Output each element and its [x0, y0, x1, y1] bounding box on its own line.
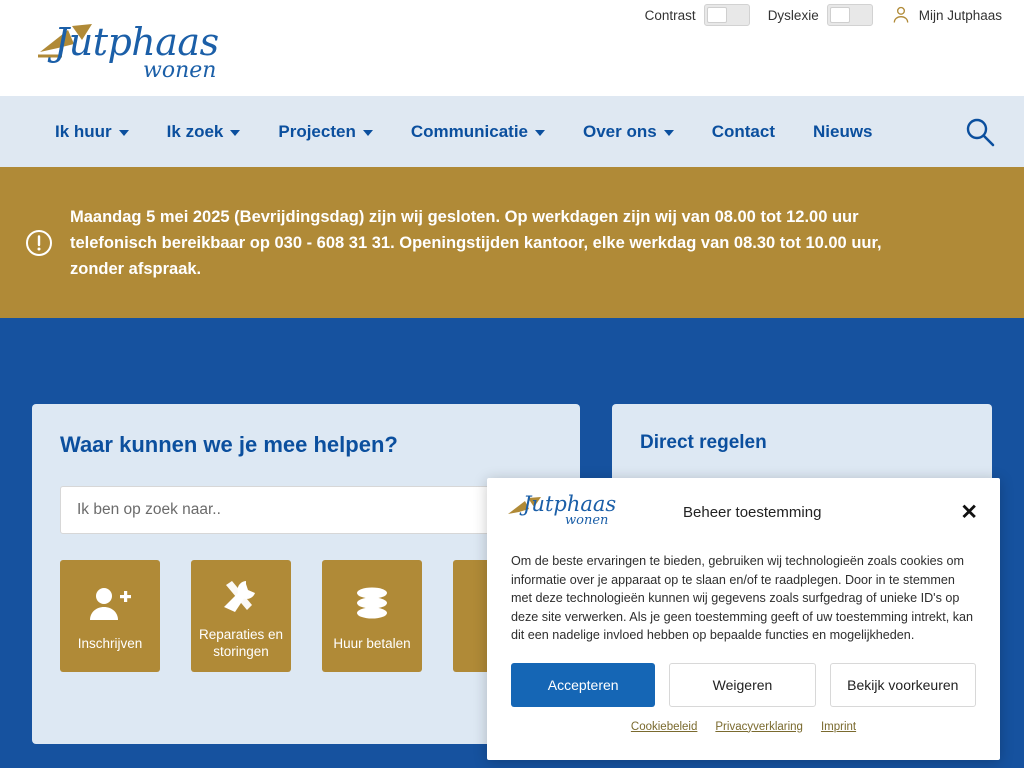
nav-item-label: Over ons	[583, 121, 657, 141]
site-alert-banner	[0, 167, 1024, 318]
tile-reparaties[interactable]	[191, 560, 291, 672]
main-navigation	[0, 96, 1024, 167]
tile-label: Reparaties en storingen	[198, 627, 284, 659]
logo-script-text: Jutphaas	[523, 492, 617, 516]
cookie-dialog-body-text: Om de beste ervaringen te bieden, gebruiken wij technologieën zoals cookies om informatie over je apparaat op te slaan en/of te raadplegen. Door in te stemmen met deze technologieën kunnen wij gegevens zoals surfgedrag of unieke ID's op deze site verwerken. Als je geen toestemming geeft of uw toestemming intrekt, kan dit een nadelige invloed hebben op bepaalde functies en mogelijkheden.	[511, 554, 974, 642]
exclamation-circle-icon	[26, 230, 52, 256]
nav-item-over-ons[interactable]	[564, 122, 693, 142]
chevron-down-icon	[535, 130, 545, 136]
nav-item-label: Contact	[711, 121, 775, 141]
site-logo[interactable]	[38, 10, 238, 86]
nav-item-nieuws[interactable]	[794, 122, 892, 142]
help-search-input[interactable]	[60, 486, 552, 534]
close-icon[interactable]: ✕	[960, 501, 978, 524]
chevron-down-icon	[363, 130, 373, 136]
logo-sub-text: wonen	[143, 58, 217, 83]
dyslexie-label: Dyslexie	[767, 7, 819, 23]
person-icon	[891, 4, 911, 26]
cookie-dialog-links	[487, 707, 1000, 733]
accept-button[interactable]: Accepteren	[511, 663, 655, 707]
tile-label: Inschrijven	[77, 635, 143, 651]
link-imprint[interactable]: Imprint	[820, 720, 857, 733]
contrast-label: Contrast	[644, 7, 696, 23]
contrast-toggle-knob	[707, 7, 727, 23]
chevron-down-icon	[664, 130, 674, 136]
deny-button[interactable]: Weigeren	[669, 663, 815, 707]
nav-item-list	[0, 122, 892, 142]
alert-message: Maandag 5 mei 2025 (Bevrijdingsdag) zijn wij gesloten. Op werkdagen zijn wij van 08.00 tot 12.00 uur telefonisch bereikbaar op 030 - 608 31 31. Openingstijden kantoor, elke werkdag van 08.30 tot 10.00 uur, zonder afspraak.	[70, 207, 882, 278]
account-link[interactable]	[891, 4, 1002, 26]
nav-item-ik-zoek[interactable]	[148, 122, 260, 142]
tile-inschrijven[interactable]	[60, 560, 160, 672]
dyslexie-toggle[interactable]	[827, 4, 873, 26]
nav-item-label: Communicatie	[410, 121, 528, 141]
nav-item-contact[interactable]	[693, 122, 794, 142]
cookie-dialog-title: Beheer toestemming	[683, 504, 822, 521]
contrast-control[interactable]	[645, 4, 750, 26]
tile-huur-betalen[interactable]	[322, 560, 422, 672]
cookie-dialog-header	[487, 478, 1000, 548]
top-bar	[0, 0, 1024, 96]
nav-item-label: Ik huur	[55, 121, 112, 141]
tile-label: Huur betalen	[333, 635, 411, 651]
direct-regelen-title: Direct regelen	[640, 432, 767, 453]
coins-icon	[349, 581, 395, 627]
logo-script-text: Jutphaas	[54, 20, 219, 64]
tools-icon	[218, 572, 264, 618]
nav-item-projecten[interactable]	[259, 122, 391, 142]
nav-item-label: Projecten	[278, 121, 356, 141]
help-card-title: Waar kunnen we je mee helpen?	[60, 432, 398, 457]
account-label: Mijn Jutphaas	[918, 7, 1002, 23]
nav-item-label: Nieuws	[812, 121, 873, 141]
link-cookiebeleid[interactable]: Cookiebeleid	[630, 720, 698, 733]
contrast-toggle[interactable]	[704, 4, 750, 26]
preferences-button[interactable]: Bekijk voorkeuren	[830, 663, 976, 707]
chevron-down-icon	[230, 130, 240, 136]
cookie-dialog-actions	[487, 645, 1000, 707]
nav-item-communicatie[interactable]	[392, 122, 564, 142]
nav-item-label: Ik zoek	[166, 121, 224, 141]
cookie-dialog-logo	[507, 492, 637, 536]
quick-action-tiles	[60, 560, 553, 672]
nav-item-ik-huur[interactable]	[36, 122, 148, 142]
link-privacyverklaring[interactable]: Privacyverklaring	[715, 720, 803, 733]
chevron-down-icon	[119, 130, 129, 136]
utility-bar	[645, 4, 1002, 26]
help-search-placeholder: Ik ben op zoek naar..	[77, 501, 221, 518]
logo-sub-text: wonen	[565, 513, 609, 528]
cookie-consent-dialog	[487, 478, 1000, 760]
dyslexie-control[interactable]	[768, 4, 873, 26]
search-icon[interactable]	[964, 116, 996, 148]
dyslexie-toggle-knob	[830, 7, 850, 23]
user-plus-icon	[87, 581, 133, 627]
